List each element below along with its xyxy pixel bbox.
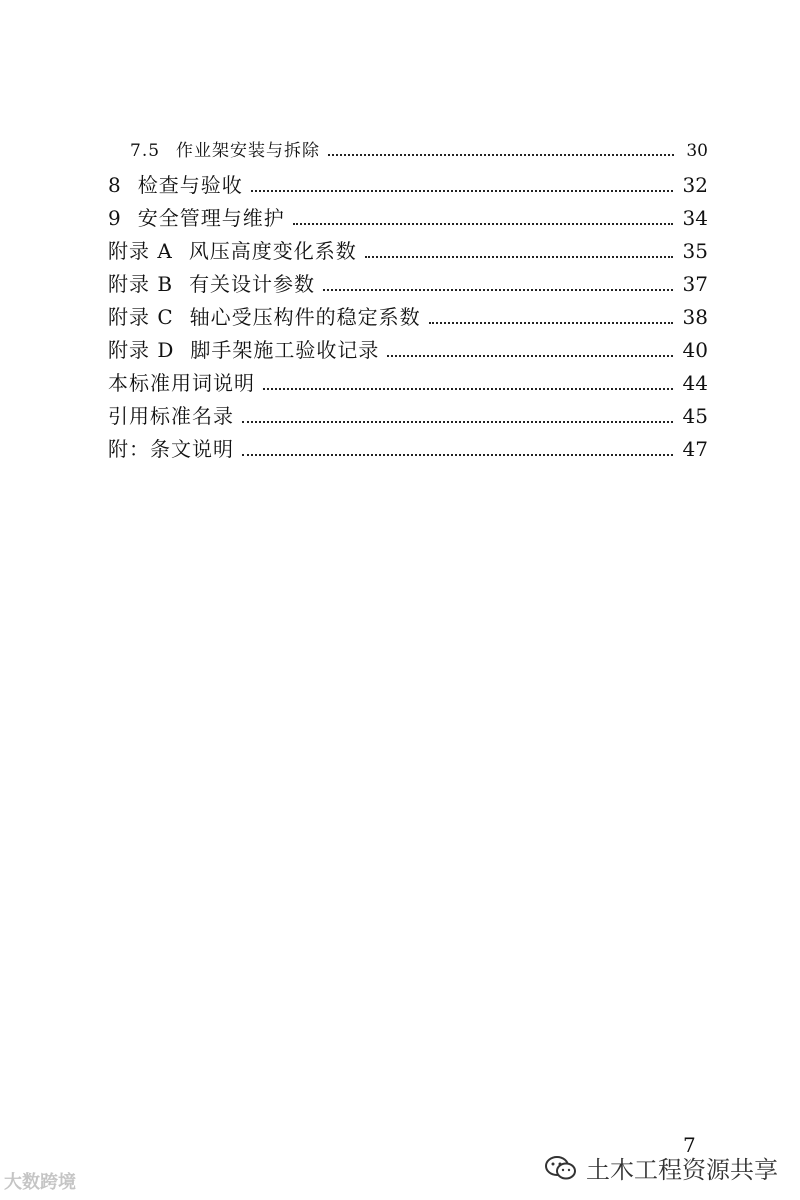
toc-entry[interactable] [108,169,708,202]
toc-entry[interactable] [108,334,708,367]
toc-leader [323,288,672,291]
toc-entry-number: 附录 B [108,272,174,296]
toc-entry-title: 有关设计参数 [189,272,316,296]
toc-entry-title: 安全管理与维护 [137,206,285,230]
toc-leader [251,189,673,192]
toc-entry-page: 37 [682,272,708,296]
toc-entry-number: 附录 A [108,239,173,263]
page-number: 7 [683,1133,696,1157]
toc-entry-page: 45 [682,404,708,428]
wechat-icon [544,1155,578,1181]
toc-leader [387,354,672,357]
toc-entry-page: 47 [682,437,708,461]
toc-entry[interactable] [108,268,708,301]
toc-entry-title: 风压高度变化系数 [188,239,357,263]
toc-entry-page: 32 [682,173,708,197]
toc-entry-title: 附：条文说明 [108,437,234,461]
toc-leader [429,321,673,324]
toc-entry-page: 30 [686,141,708,161]
watermark-right-text: 土木工程资源共享 [586,1156,778,1184]
toc-entry-title: 本标准用词说明 [108,371,255,395]
toc-entry-number: 附录 C [108,305,174,329]
toc-entry-page: 40 [682,338,708,362]
toc-entry-number: 附录 D [108,338,175,362]
toc-entry-number: 7.5 [130,141,161,161]
watermark-left: 大数跨境 [4,1172,76,1193]
watermark-right [544,1150,778,1185]
toc-entry[interactable] [108,400,708,433]
toc-entry-title: 作业架安装与拆除 [176,141,321,161]
toc-leader [242,420,673,423]
toc-leader [328,153,674,156]
toc-entry[interactable] [108,301,708,334]
toc-entry-title: 引用标准名录 [108,404,234,428]
toc-entry[interactable] [108,136,708,169]
toc-leader [365,255,673,258]
toc-entry-page: 38 [682,305,708,329]
toc-entry[interactable] [108,235,708,268]
toc-entry-page: 44 [682,371,708,395]
toc-entry-page: 35 [682,239,708,263]
toc-entry-title: 轴心受压构件的稳定系数 [189,305,421,329]
toc-leader [263,387,673,390]
toc-entry-page: 34 [682,206,708,230]
toc-entry-number: 9 [108,206,122,230]
toc-leader [293,222,673,225]
toc-leader [242,453,673,456]
table-of-contents [108,136,708,466]
toc-entry-number: 8 [108,173,122,197]
toc-entry[interactable] [108,367,708,400]
toc-entry[interactable] [108,433,708,466]
toc-entry[interactable] [108,202,708,235]
toc-entry-title: 检查与验收 [137,173,243,197]
toc-entry-title: 脚手架施工验收记录 [190,338,380,362]
